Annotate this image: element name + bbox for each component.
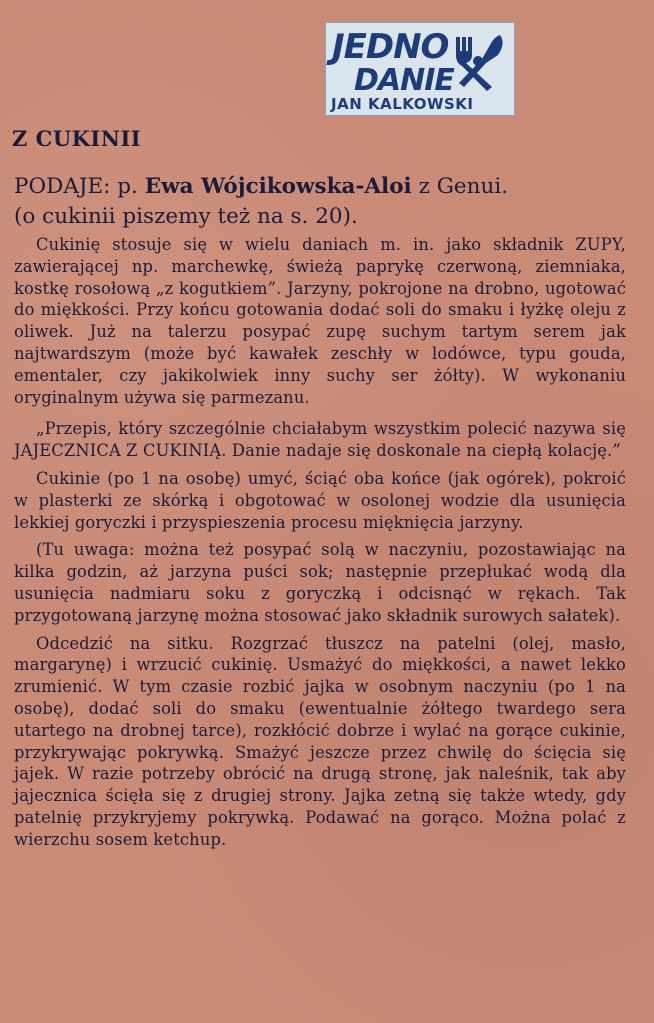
byline-suffix: z Genui. bbox=[411, 174, 509, 199]
article-title: Z CUKINII bbox=[12, 126, 142, 151]
logo-author: JAN KALKOWSKI bbox=[331, 95, 474, 113]
logo-word-danie: DANIE bbox=[354, 63, 454, 98]
fork-knife-icon bbox=[446, 29, 510, 93]
paragraph-preparation: Cukinie (po 1 na osobę) umyć, ściąć oba końce (jak ogórek), pokroić w plasterki ze skórką i obgotować w osolonej wodzie dla usunięcia lekkiej goryczki i przyspieszenia procesu mięknięcia jarzyny. bbox=[14, 468, 626, 532]
column-logo bbox=[325, 22, 515, 116]
byline-prefix: PODAJE: p. bbox=[14, 174, 145, 199]
paragraph-note: (Tu uwaga: można też posypać solą w naczyniu, pozostawiając na kilka godzin, aż jarzyna puści sok; następnie przepłukać wodą dla usunięcia nadmiaru soku z goryczką i odcisnąć w rękach. Tak przygotowaną jarzynę można stosować jako składnik surowych sałatek). bbox=[14, 540, 626, 625]
logo-word-jedno: JEDNO bbox=[332, 27, 449, 67]
byline-note: (o cukinii piszemy też na s. 20). bbox=[14, 204, 358, 229]
article-body bbox=[14, 234, 626, 857]
byline-author: Ewa Wójcikowska-Aloi bbox=[144, 174, 412, 199]
paragraph-soup: Cukinię stosuje się w wielu daniach m. in. jako składnik ZUPY, zawierającej np. marchewkę, świeżą paprykę czerwoną, ziemniaka, kostkę rosołową „z kogutkiem”. Jarzyny, pokrojone na drobno, ugotować do miękkości. Przy końcu gotowania dodać soli do smaku i łyżkę oleju z oliwek. Już na talerzu posypać zupę suchym tartym serem jak najtwardszym (może być kawałek zeschły w lodówce, typu gouda, ementaler, czy jakikolwiek inny suchy ser żółty). W wykonaniu oryginalnym używa się parmezanu. bbox=[14, 235, 626, 407]
byline bbox=[14, 172, 639, 232]
paragraph-frying: Odcedzić na sitku. Rozgrzać tłuszcz na patelni (olej, masło, margarynę) i wrzucić cukinię. Usmażyć do miękkości, a nawet lekko zrumienić. W tym czasie rozbić jajka w osobnym naczyniu (po 1 na osobę), dodać soli do smaku (ewentualnie żółtego twardego sera utartego na drobnej tarce), rozkłócić dobrze i wylać na gorące cukinie, przykrywając pokrywką. Smażyć jeszcze przez chwilę do ścięcia się jajek. W razie potrzeby obrócić na drugą stronę, jak naleśnik, tak aby jajecznica ścięła się z drugiej strony. Jajka zetną się także wtedy, gdy patelnię przykryjemy pokrywką. Podawać na gorąco. Można polać z wierzchu sosem ketchup. bbox=[14, 633, 626, 849]
paragraph-quote: „Przepis, który szczególnie chciałabym wszystkim polecić nazywa się JAJECZNICA Z CUKINIĄ. Danie nadaje się doskonale na ciepłą kolację.” bbox=[14, 419, 626, 461]
